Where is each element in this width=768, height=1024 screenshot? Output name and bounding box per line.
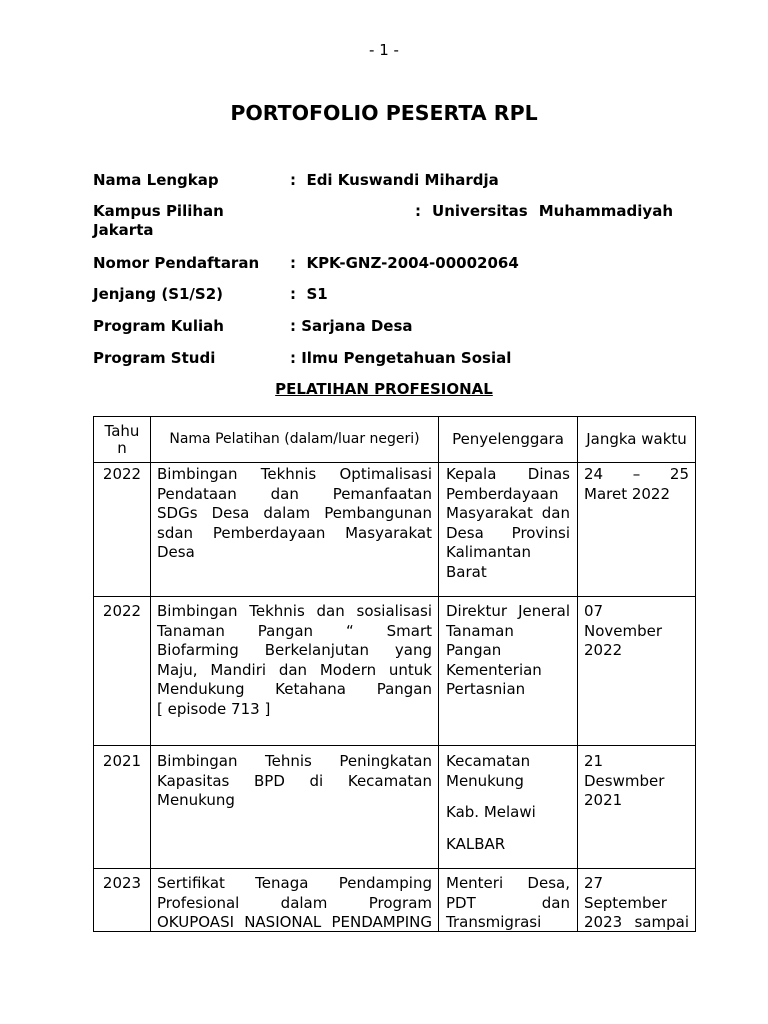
duration-line: 07 <box>584 602 604 620</box>
organizer-line: Kab. Melawi <box>446 803 536 821</box>
document-title: PORTOFOLIO PESERTA RPL <box>230 101 538 125</box>
field-nomor-pendaftaran <box>93 253 696 273</box>
training-line: sdan Pemberdayaan Masyarakat <box>157 523 432 542</box>
organizer-line: Pemberdayaan <box>446 484 559 503</box>
field-nama-lengkap <box>93 170 696 190</box>
organizer-paragraph <box>446 602 570 700</box>
year-cell <box>94 463 150 596</box>
duration-paragraph <box>584 752 689 811</box>
year-cell <box>94 597 150 745</box>
organizer-cell <box>438 746 577 868</box>
field-jenjang <box>93 284 696 304</box>
training-paragraph <box>157 874 432 931</box>
field-value: : KPK-GNZ-2004-00002064 <box>290 254 519 272</box>
training-line: OKUPOASI NASIONAL PENDAMPING <box>157 913 432 931</box>
organizer-line: Masyarakat dan <box>446 504 570 522</box>
field-value: : S1 <box>290 285 328 303</box>
duration-line: 24 – 25 <box>584 465 689 483</box>
training-line: Bimbingan Tekhnis dan sosialisasi <box>157 602 432 620</box>
duration-line: September <box>584 893 667 912</box>
organizer-line: Kalimantan <box>446 543 531 561</box>
table-header-row <box>94 417 695 462</box>
year-text: 2023 <box>102 874 142 892</box>
duration-cell <box>577 463 695 596</box>
duration-line: 2023 sampai <box>584 913 689 931</box>
training-line: Bimbingan Tehnis Peningkatan <box>157 752 432 770</box>
training-table <box>93 416 696 932</box>
training-line: Maju, Mandiri dan Modern untuk <box>157 660 432 679</box>
training-name-cell <box>150 463 438 596</box>
year-text: 2021 <box>102 752 142 770</box>
duration-line: 2022 <box>584 641 623 659</box>
section-heading: PELATIHAN PROFESIONAL <box>275 380 493 398</box>
organizer-paragraph <box>446 803 570 823</box>
training-line: Menukung <box>157 791 235 809</box>
organizer-line: Barat <box>446 562 487 581</box>
organizer-line: Direktur Jeneral <box>446 602 570 620</box>
organizer-line: Desa Provinsi <box>446 523 570 542</box>
header-label: Nama Pelatihan (dalam/luar negeri) <box>169 431 420 447</box>
duration-line: Deswmber <box>584 771 665 790</box>
duration-paragraph <box>584 874 689 931</box>
field-label: Program Studi <box>93 349 216 367</box>
table-row <box>94 596 695 745</box>
field-value: : Sarjana Desa <box>290 317 413 335</box>
year-cell <box>94 746 150 868</box>
field-kampus-pilihan <box>93 201 696 221</box>
duration-cell <box>577 746 695 868</box>
training-name-cell <box>150 869 438 931</box>
header-label: Tahun <box>104 421 140 457</box>
field-label: Jenjang (S1/S2) <box>93 285 224 303</box>
duration-cell <box>577 869 695 931</box>
organizer-line: Kementerian <box>446 660 542 679</box>
field-value: : Ilmu Pengetahuan Sosial <box>290 349 512 367</box>
duration-line: Maret 2022 <box>584 484 671 503</box>
training-line: Desa <box>157 543 195 561</box>
duration-line: 2021 <box>584 791 623 809</box>
training-name-cell <box>150 746 438 868</box>
training-line: Profesional dalam Program <box>157 893 432 912</box>
training-line: SDGs Desa dalam Pembangunan <box>157 504 432 522</box>
duration-paragraph <box>584 465 689 504</box>
table-row <box>94 868 695 931</box>
training-line: Tanaman Pangan “ Smart <box>157 621 432 640</box>
header-label: Penyelenggara <box>452 430 564 448</box>
organizer-line: KALBAR <box>446 834 506 853</box>
organizer-line: Kecamatan <box>446 752 531 770</box>
training-line: Kapasitas BPD di Kecamatan <box>157 771 432 790</box>
table-row <box>94 745 695 868</box>
training-line: Mendukung Ketahana Pangan <box>157 680 432 698</box>
organizer-line: Kepala Dinas <box>446 465 570 483</box>
organizer-cell <box>438 869 577 931</box>
field-label: Program Kuliah <box>93 317 224 335</box>
training-paragraph <box>157 752 432 811</box>
training-line: Bimbingan Tekhnis Optimalisasi <box>157 465 432 483</box>
field-label: Nama Lengkap <box>93 171 219 189</box>
organizer-line: Tanaman <box>446 621 514 640</box>
field-value: : Edi Kuswandi Mihardja <box>290 171 499 189</box>
training-paragraph <box>157 602 432 719</box>
duration-cell <box>577 597 695 745</box>
training-line: Pendataan dan Pemanfaatan <box>157 484 432 503</box>
year-cell <box>94 869 150 931</box>
table-row <box>94 462 695 596</box>
organizer-paragraph <box>446 465 570 582</box>
header-organizer <box>438 417 577 462</box>
field-label: Kampus Pilihan <box>93 202 224 220</box>
organizer-paragraph <box>446 835 570 855</box>
training-line: [ episode 713 ] <box>157 699 271 718</box>
year-text: 2022 <box>102 602 142 620</box>
organizer-line: Menteri Desa, <box>446 874 570 892</box>
training-paragraph <box>157 465 432 563</box>
field-value: : Universitas Muhammadiyah <box>415 202 673 220</box>
field-kampus-pilihan-continuation <box>93 220 696 240</box>
organizer-line: Menukung <box>446 771 524 790</box>
page-number: - 1 - <box>369 41 399 59</box>
organizer-cell <box>438 463 577 596</box>
duration-line: 21 <box>584 752 604 770</box>
header-training-name <box>150 417 438 462</box>
organizer-line: PDT dan <box>446 893 570 912</box>
header-year <box>94 417 150 462</box>
duration-line: November <box>584 621 663 640</box>
training-line: Sertifikat Tenaga Pendamping <box>157 874 432 892</box>
field-program-kuliah <box>93 316 696 336</box>
training-name-cell <box>150 597 438 745</box>
organizer-paragraph <box>446 752 570 791</box>
duration-line: 27 <box>584 874 604 892</box>
field-label: Nomor Pendaftaran <box>93 254 260 272</box>
organizer-line: Transmigrasi <box>446 913 542 931</box>
organizer-line: Pangan <box>446 641 502 659</box>
field-value-continuation: Jakarta <box>93 221 154 239</box>
duration-paragraph <box>584 602 689 661</box>
training-line: Biofarming Berkelanjutan yang <box>157 641 432 659</box>
header-duration <box>577 417 695 462</box>
organizer-paragraph <box>446 874 570 931</box>
year-text: 2022 <box>102 465 142 483</box>
organizer-line: Pertasnian <box>446 680 526 698</box>
field-program-studi <box>93 348 696 368</box>
header-label: Jangka waktu <box>586 430 687 448</box>
organizer-cell <box>438 597 577 745</box>
